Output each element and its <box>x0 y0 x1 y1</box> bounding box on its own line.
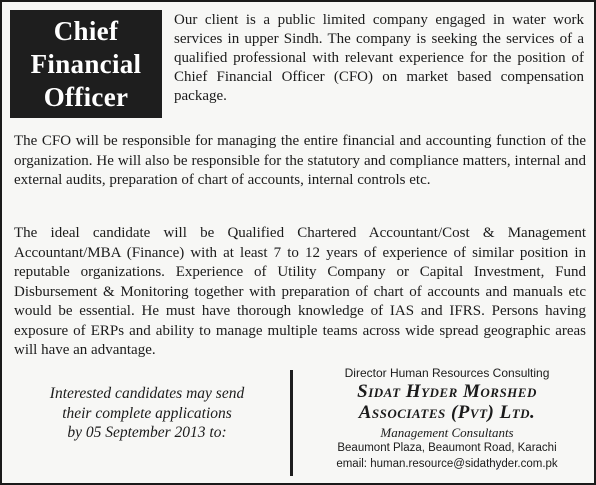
apply-line-2: their complete applications <box>62 404 232 422</box>
apply-line-1: Interested candidates may send <box>49 385 245 402</box>
application-instructions <box>16 384 278 443</box>
contact-email[interactable]: email: human.resource@sidathyder.com.pk <box>336 458 558 470</box>
responsibilities-paragraph: The CFO will be responsible for managing the entire financial and accounting function of the organization. He will also be responsible for the statutory and compliance matters, internal and external audits, preparation of chart of accounts, internal controls etc. <box>14 133 586 188</box>
vertical-divider <box>290 370 293 476</box>
apply-line-3: by 05 September 2013 to: <box>67 424 227 441</box>
company-name-line-2: Associates (Pvt) Ltd. <box>358 402 536 423</box>
company-tagline: Management Consultants <box>380 425 514 440</box>
company-address: Beaumont Plaza, Beaumont Road, Karachi <box>337 442 557 454</box>
company-name-line-1: Sidat Hyder Morshed <box>357 381 537 402</box>
contact-block <box>302 366 592 472</box>
intro-paragraph: Our client is a public limited company engaged in water work services in upper Sindh. The company is seeking the services of a qualified professional with relevant experience for the position of Chief Financial Officer (CFO) on market based compensation package. <box>174 12 584 104</box>
requirements-paragraph: The ideal candidate will be Qualified Chartered Accountant/Cost & Management Accountant/MBA (Finance) with at least 7 to 12 years of experience of similar position in reputable organizations. Experience of Utility Company or Capital Investment, Fund Disbursement & Monitoring together with preparation of chart of accounts and manuals etc would be essential. He must have thorough knowledge of IAS and IFRS. Persons having exposure of ERPs and ability to manage multiple teams across wide spread geographic areas will have an advantage. <box>14 225 586 358</box>
director-title: Director Human Resources Consulting <box>344 366 550 380</box>
title-line-1: Chief <box>53 15 119 46</box>
title-box <box>10 10 162 118</box>
title-line-2: Financial <box>30 48 142 79</box>
title-line-3: Officer <box>43 81 129 112</box>
